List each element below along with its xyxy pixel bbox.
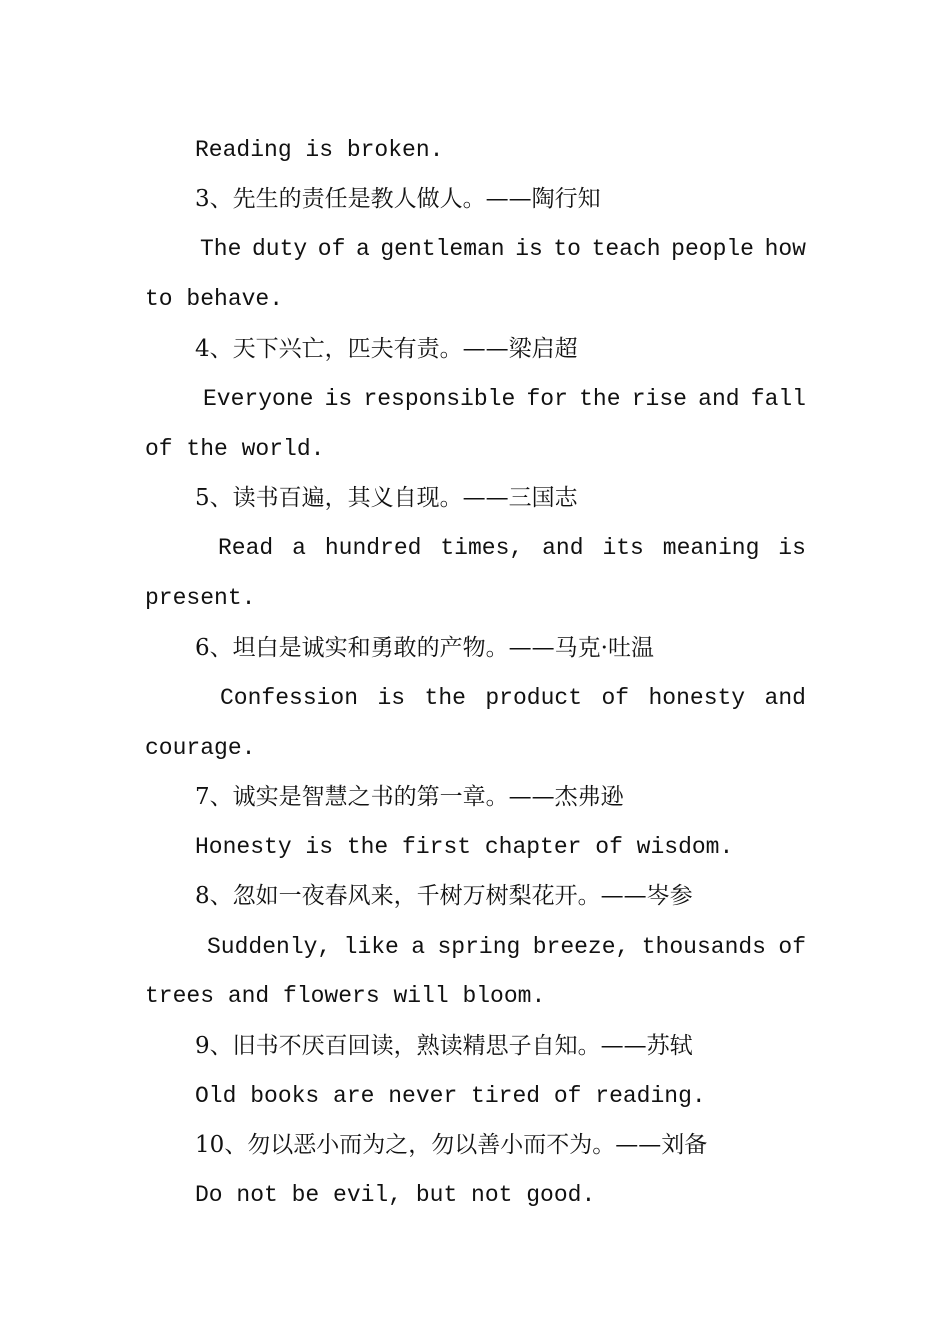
word: is (377, 685, 406, 711)
word: people (671, 236, 754, 262)
word: times, (440, 535, 524, 561)
text-line: present. (145, 585, 256, 611)
text-line: to behave. (145, 286, 284, 312)
text-line-justified (0, 374, 806, 424)
word: The (200, 236, 242, 262)
word: Read (218, 535, 274, 561)
text-line: Old books are never tired of reading. (195, 1083, 706, 1109)
text-line-justified (0, 523, 806, 573)
word: is (324, 386, 353, 412)
quote-heading: 7、诚实是智慧之书的第一章。——杰弗逊 (195, 784, 624, 810)
text-line: of the world. (145, 436, 325, 462)
text-line: Honesty is the first chapter of wisdom. (195, 834, 734, 860)
quote-heading: 9、旧书不厌百回读，熟读精思子自知。——苏轼 (195, 1033, 693, 1059)
word: for (526, 386, 568, 412)
word: breeze, (532, 934, 630, 960)
word: like (343, 934, 399, 960)
word: duty (252, 236, 308, 262)
quote-heading: 3、先生的责任是教人做人。——陶行知 (195, 186, 601, 212)
word: is (778, 535, 806, 561)
word: hundred (324, 535, 422, 561)
word: is (515, 236, 543, 262)
word: how (764, 236, 806, 262)
word: Suddenly, (207, 934, 332, 960)
word: honesty (648, 685, 746, 711)
quote-heading: 10、勿以恶小而为之，勿以善小而不为。——刘备 (195, 1132, 708, 1158)
text-line: trees and flowers will bloom. (145, 983, 546, 1009)
word: and (542, 535, 584, 561)
word: a (292, 535, 306, 561)
word: spring (437, 934, 521, 960)
text-line-justified (0, 922, 806, 972)
word: its (602, 535, 644, 561)
text-line: Do not be evil, but not good. (195, 1182, 596, 1208)
word: a (355, 236, 370, 262)
quote-heading: 4、天下兴亡，匹夫有责。——梁启超 (195, 336, 578, 362)
word: and (698, 386, 740, 412)
text-line: Reading is broken. (195, 137, 444, 163)
text-line-justified (0, 673, 806, 723)
word: gentleman (380, 236, 505, 262)
word: the (424, 685, 466, 711)
word: Everyone (203, 386, 314, 412)
word: meaning (662, 535, 760, 561)
word: of (601, 685, 630, 711)
word: thousands (641, 934, 766, 960)
word: a (411, 934, 426, 960)
quote-heading: 6、坦白是诚实和勇敢的产物。——马克·吐温 (195, 635, 654, 661)
word: to (553, 236, 581, 262)
word: fall (750, 386, 806, 412)
word: rise (631, 386, 687, 412)
word: Confession (220, 685, 359, 711)
quote-heading: 5、读书百遍，其义自现。——三国志 (195, 485, 578, 511)
word: of (778, 934, 806, 960)
text-line-justified (0, 224, 806, 274)
word: of (317, 236, 346, 262)
word: teach (591, 236, 661, 262)
word: the (579, 386, 621, 412)
word: product (485, 685, 582, 711)
word: responsible (363, 386, 516, 412)
text-line: courage. (145, 735, 256, 761)
word: and (764, 685, 806, 711)
quote-heading: 8、忽如一夜春风来，千树万树梨花开。——岑参 (195, 883, 693, 909)
